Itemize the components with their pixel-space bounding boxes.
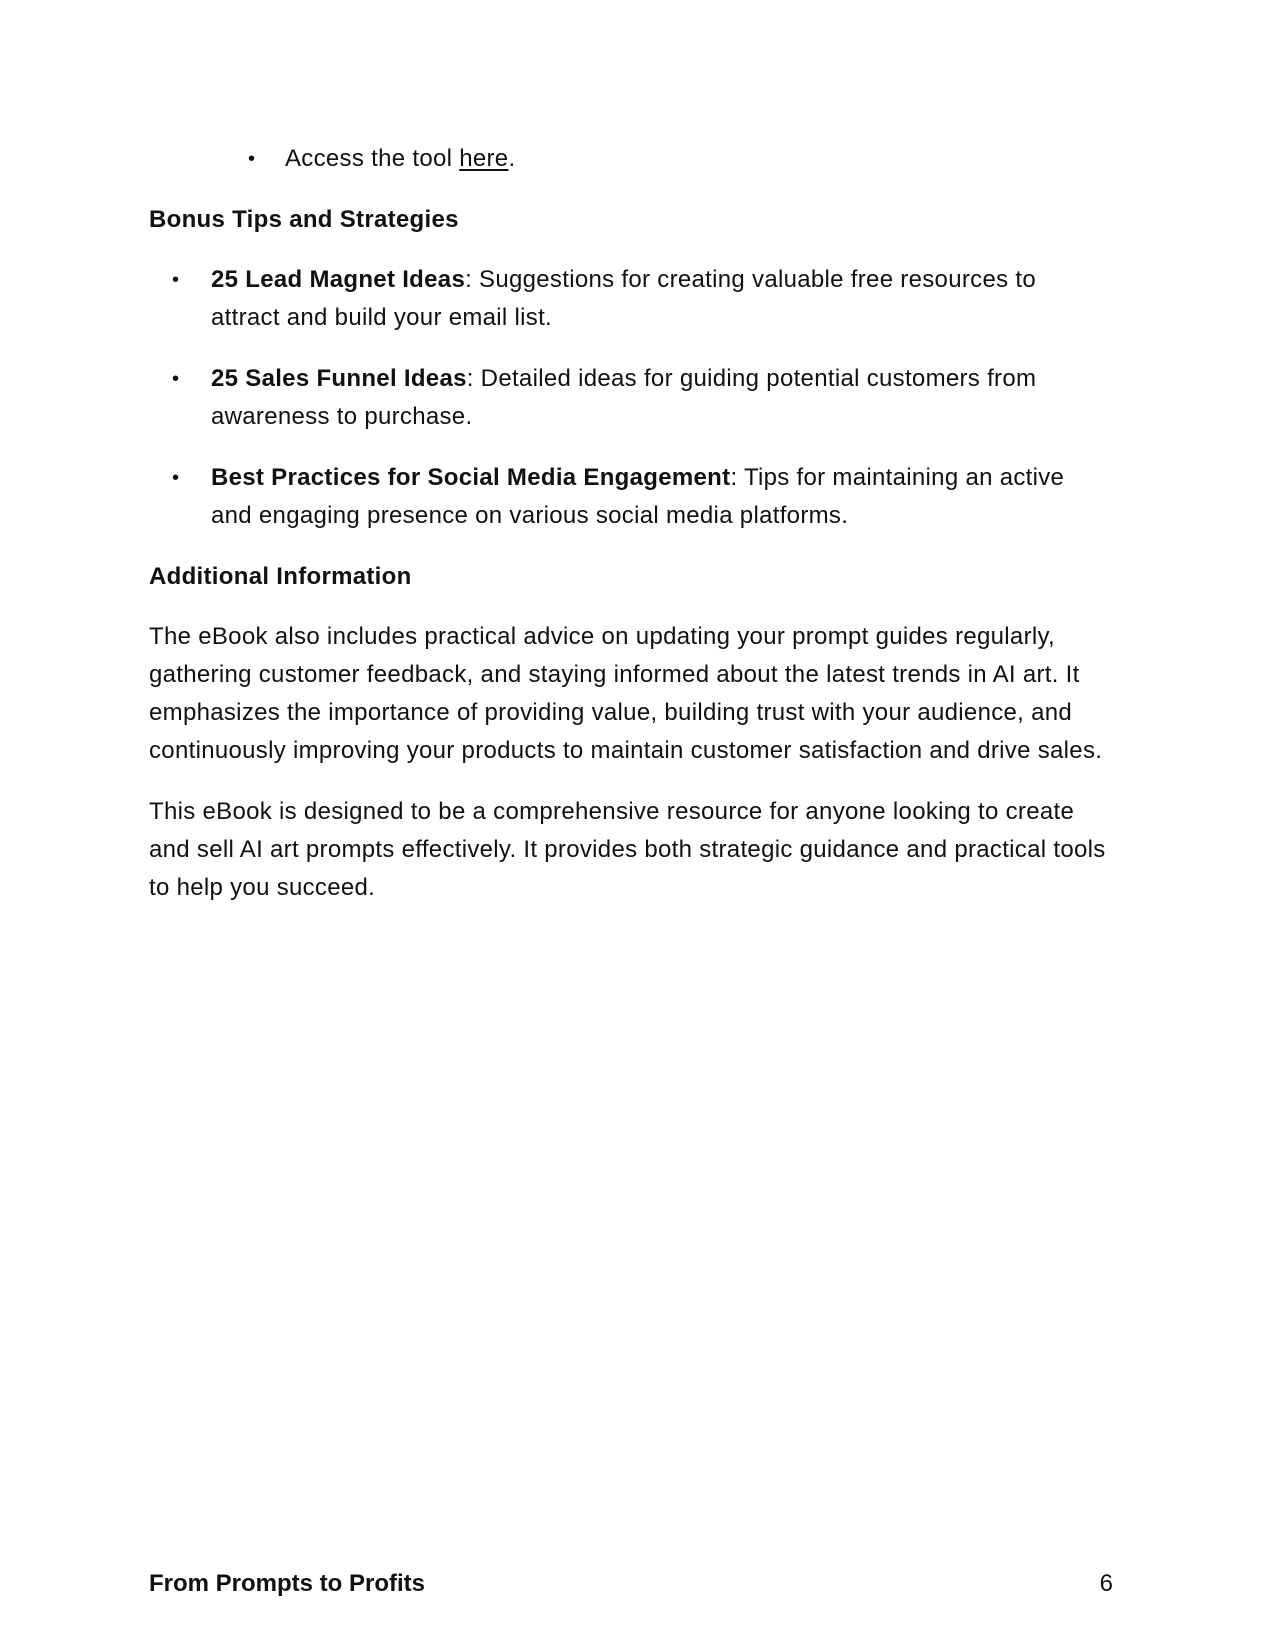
bonus-tips-heading: Bonus Tips and Strategies [149, 206, 459, 233]
list-item [149, 261, 1109, 337]
tool-access-bullet [149, 140, 1109, 178]
bullet-icon: • [172, 368, 180, 390]
list-item-description: : Suggestions for creating valuable free resources to attract and build your email list. [211, 266, 1036, 331]
bullet-icon: • [172, 269, 180, 291]
list-item-description: : Tips for maintaining an active and engaging presence on various social media platforms. [211, 464, 1065, 529]
list-item-description: : Detailed ideas for guiding potential customers from awareness to purchase. [211, 365, 1037, 430]
bullet-icon: • [172, 467, 180, 489]
bullet-icon: • [248, 148, 256, 170]
footer-title: From Prompts to Profits [149, 1570, 426, 1597]
bonus-tips-list [149, 261, 1109, 535]
page-content [149, 140, 1109, 930]
tool-access-period: . [508, 145, 516, 172]
list-item [149, 459, 1109, 535]
tool-here-link[interactable]: here [459, 145, 509, 172]
page-number: 6 [1099, 1570, 1113, 1597]
list-item-title: Best Practices for Social Media Engagement [211, 464, 731, 491]
list-item [149, 360, 1109, 436]
list-item-title: 25 Lead Magnet Ideas [211, 266, 466, 293]
list-item-title: 25 Sales Funnel Ideas [211, 365, 467, 392]
additional-information-heading: Additional Information [149, 563, 412, 590]
tool-access-text: Access the tool [285, 145, 460, 172]
paragraph: This eBook is designed to be a comprehensive resource for anyone looking to create and sell AI art prompts effectively. It provides both strategic guidance and practical tools to help you succeed. [149, 798, 1106, 901]
paragraph: The eBook also includes practical advice on updating your prompt guides regularly, gathering customer feedback, and staying informed about the latest trends in AI art. It emphasizes the importance of providing value, building trust with your audience, and continuously improving your products to maintain customer satisfaction and drive sales. [149, 623, 1103, 764]
page-footer [149, 1565, 1113, 1603]
